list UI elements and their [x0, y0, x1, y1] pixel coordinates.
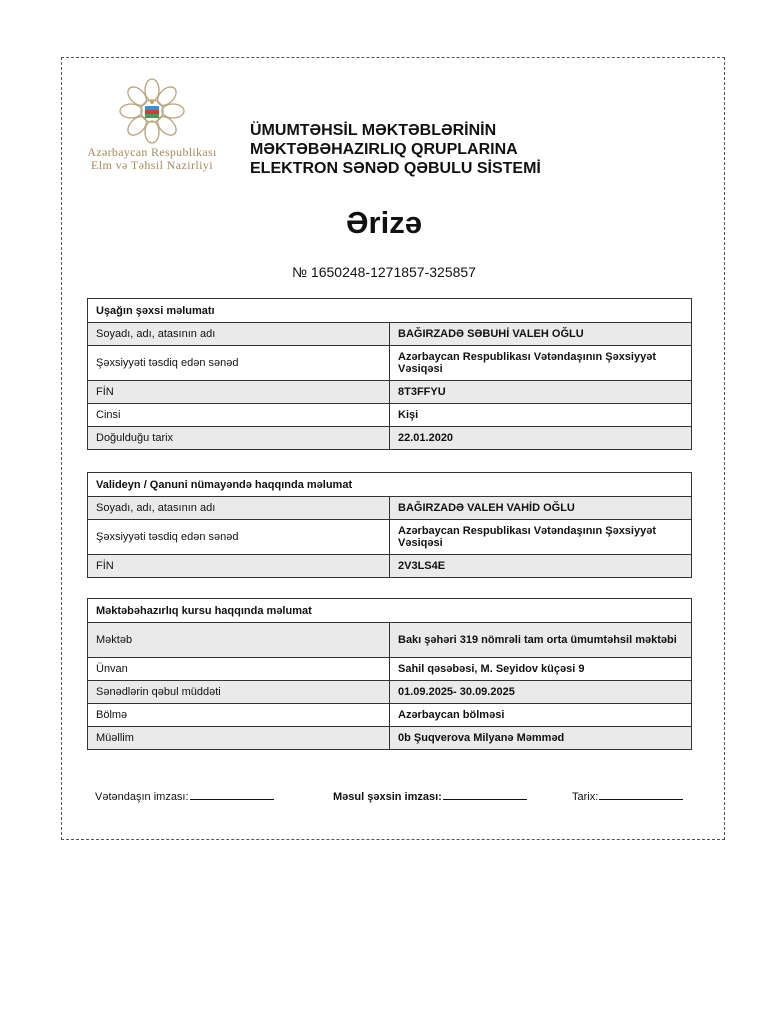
- document-number: № 1650248-1271857-325857: [292, 264, 476, 280]
- signature-line: [190, 789, 274, 800]
- table-row: [88, 623, 692, 658]
- table-row: [88, 704, 692, 727]
- signature-line: [443, 789, 527, 800]
- row-value: 2V3LS4E: [390, 555, 692, 578]
- system-title: [250, 121, 541, 178]
- course-info-table: [87, 598, 692, 750]
- child-info-table: [87, 298, 692, 450]
- table-row: [88, 555, 692, 578]
- parent-info-heading: Valideyn / Qanuni nümayəndə haqqında məlumat: [88, 473, 692, 497]
- course-info-heading: Məktəbəhazırlıq kursu haqqında məlumat: [88, 599, 692, 623]
- table-row: [88, 427, 692, 450]
- parent-info-table: [87, 472, 692, 578]
- table-row: [88, 381, 692, 404]
- row-value: 22.01.2020: [390, 427, 692, 450]
- row-label: Sənədlərin qəbul müddəti: [88, 681, 390, 704]
- row-label: Soyadı, adı, atasının adı: [88, 497, 390, 520]
- row-value: 0b Şuqverova Milyanə Məmməd: [390, 727, 692, 750]
- row-value: Azərbaycan bölməsi: [390, 704, 692, 727]
- row-value: BAĞIRZADƏ SƏBUHİ VALEH OĞLU: [390, 323, 692, 346]
- row-label: Müəllim: [88, 727, 390, 750]
- ministry-logo: [72, 78, 232, 178]
- row-value: Azərbaycan Respublikası Vətəndaşının Şəxsiyyət Vəsiqəsi: [390, 520, 692, 555]
- row-value: BAĞIRZADƏ VALEH VAHİD OĞLU: [390, 497, 692, 520]
- row-label: Bölmə: [88, 704, 390, 727]
- date-signature: [572, 789, 683, 803]
- row-label: Məktəb: [88, 623, 390, 658]
- responsible-signature-label: Məsul şəxsin imzası:: [333, 791, 442, 803]
- table-row: [88, 497, 692, 520]
- document-title: Ərizə: [346, 205, 422, 240]
- table-row: [88, 520, 692, 555]
- table-row: [88, 681, 692, 704]
- table-row: [88, 658, 692, 681]
- row-value: Sahil qəsəbəsi, M. Seyidov küçəsi 9: [390, 658, 692, 681]
- system-title-line3: ELEKTRON SƏNƏD QƏBULU SİSTEMİ: [250, 160, 541, 177]
- system-title-line2: MƏKTƏBƏHAZIRLIQ QRUPLARINA: [250, 141, 518, 158]
- row-label: Soyadı, adı, atasının adı: [88, 323, 390, 346]
- row-value: Kişi: [390, 404, 692, 427]
- table-row: [88, 727, 692, 750]
- ministry-emblem-icon: [119, 78, 185, 144]
- citizen-signature: [95, 789, 274, 803]
- row-label: Şəxsiyyəti təsdiq edən sənəd: [88, 520, 390, 555]
- citizen-signature-label: Vətəndaşın imzası:: [95, 791, 189, 803]
- row-label: FİN: [88, 381, 390, 404]
- row-value: 01.09.2025- 30.09.2025: [390, 681, 692, 704]
- row-label: Doğulduğu tarix: [88, 427, 390, 450]
- table-row: [88, 346, 692, 381]
- logo-text-line1: Azərbaycan Respublikası: [87, 145, 217, 159]
- date-label: Tarix:: [572, 791, 599, 803]
- row-label: FİN: [88, 555, 390, 578]
- signature-line: [599, 789, 683, 800]
- row-label: Şəxsiyyəti təsdiq edən sənəd: [88, 346, 390, 381]
- row-label: Ünvan: [88, 658, 390, 681]
- table-row: [88, 404, 692, 427]
- system-title-line1: ÜMUMTƏHSİL MƏKTƏBLƏRİNİN: [250, 122, 497, 139]
- logo-text-line2: Elm və Təhsil Nazirliyi: [91, 158, 213, 172]
- row-label: Cinsi: [88, 404, 390, 427]
- child-info-heading: Uşağın şəxsi məlumatı: [88, 299, 692, 323]
- row-value: Bakı şəhəri 319 nömrəli tam orta ümumtəhsil məktəbi: [390, 623, 692, 658]
- row-value: Azərbaycan Respublikası Vətəndaşının Şəxsiyyət Vəsiqəsi: [390, 346, 692, 381]
- responsible-signature: [333, 789, 527, 803]
- row-value: 8T3FFYU: [390, 381, 692, 404]
- table-row: [88, 323, 692, 346]
